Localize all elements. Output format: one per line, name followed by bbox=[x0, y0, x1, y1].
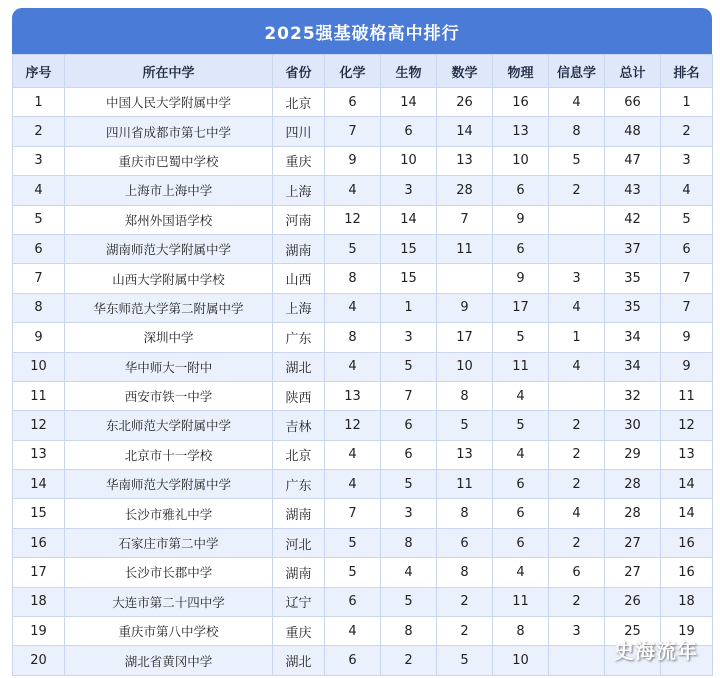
column-header: 省份 bbox=[273, 55, 325, 88]
table-cell: 6 bbox=[325, 88, 381, 117]
table-cell: 4 bbox=[549, 352, 605, 381]
table-cell: 32 bbox=[605, 381, 661, 410]
table-cell: 四川省成都市第七中学 bbox=[65, 117, 273, 146]
table-cell: 13 bbox=[493, 117, 549, 146]
table-cell: 上海市上海中学 bbox=[65, 176, 273, 205]
column-header: 所在中学 bbox=[65, 55, 273, 88]
table-cell: 28 bbox=[605, 470, 661, 499]
table-cell: 辽宁 bbox=[273, 587, 325, 616]
table-title: 2025强基破格高中排行 bbox=[12, 8, 712, 54]
table-cell: 北京市十一学校 bbox=[65, 440, 273, 469]
table-cell: 28 bbox=[437, 176, 493, 205]
table-cell: 14 bbox=[437, 117, 493, 146]
table-cell: 重庆市第八中学校 bbox=[65, 617, 273, 646]
table-cell: 5 bbox=[493, 411, 549, 440]
table-cell: 17 bbox=[437, 323, 493, 352]
table-cell: 6 bbox=[661, 234, 713, 263]
table-cell: 湖北 bbox=[273, 352, 325, 381]
table-cell: 7 bbox=[13, 264, 65, 293]
table-cell: 5 bbox=[661, 205, 713, 234]
table-cell: 3 bbox=[381, 499, 437, 528]
table-cell: 7 bbox=[325, 117, 381, 146]
table-cell: 广东 bbox=[273, 323, 325, 352]
table-cell: 35 bbox=[605, 264, 661, 293]
table-cell: 河南 bbox=[273, 205, 325, 234]
table-cell: 5 bbox=[437, 646, 493, 675]
table-cell: 13 bbox=[13, 440, 65, 469]
table-cell: 13 bbox=[661, 440, 713, 469]
table-cell: 湖南 bbox=[273, 499, 325, 528]
table-row bbox=[13, 499, 713, 528]
table-cell: 47 bbox=[605, 146, 661, 175]
table-cell: 16 bbox=[661, 528, 713, 557]
table-cell: 37 bbox=[605, 234, 661, 263]
column-header: 排名 bbox=[661, 55, 713, 88]
table-row bbox=[13, 234, 713, 263]
table-cell: 深圳中学 bbox=[65, 323, 273, 352]
column-header: 序号 bbox=[13, 55, 65, 88]
table-cell: 5 bbox=[325, 234, 381, 263]
table-cell: 13 bbox=[437, 440, 493, 469]
table-cell: 10 bbox=[381, 146, 437, 175]
table-cell: 8 bbox=[325, 323, 381, 352]
table-cell: 1 bbox=[549, 323, 605, 352]
table-cell: 北京 bbox=[273, 440, 325, 469]
table-cell bbox=[549, 234, 605, 263]
table-cell: 2 bbox=[381, 646, 437, 675]
table-cell: 11 bbox=[493, 587, 549, 616]
table-cell: 35 bbox=[605, 293, 661, 322]
column-header: 化学 bbox=[325, 55, 381, 88]
table-cell: 湖南 bbox=[273, 234, 325, 263]
table-cell: 6 bbox=[325, 587, 381, 616]
table-cell: 10 bbox=[493, 646, 549, 675]
table-cell: 北京 bbox=[273, 88, 325, 117]
table-cell bbox=[549, 646, 605, 675]
table-cell: 42 bbox=[605, 205, 661, 234]
table-cell: 6 bbox=[381, 411, 437, 440]
table-cell: 9 bbox=[325, 146, 381, 175]
table-cell: 34 bbox=[605, 323, 661, 352]
table-cell: 5 bbox=[381, 470, 437, 499]
table-cell: 山西 bbox=[273, 264, 325, 293]
table-cell: 6 bbox=[13, 234, 65, 263]
table-cell: 4 bbox=[325, 293, 381, 322]
column-header: 总计 bbox=[605, 55, 661, 88]
table-cell: 18 bbox=[661, 587, 713, 616]
table-cell: 上海 bbox=[273, 293, 325, 322]
table-cell: 4 bbox=[325, 440, 381, 469]
table-cell: 2 bbox=[549, 440, 605, 469]
table-cell: 8 bbox=[381, 528, 437, 557]
table-cell: 四川 bbox=[273, 117, 325, 146]
table-cell: 6 bbox=[493, 499, 549, 528]
table-cell: 4 bbox=[325, 176, 381, 205]
table-cell: 20 bbox=[13, 646, 65, 675]
table-cell: 2 bbox=[13, 117, 65, 146]
table-row bbox=[13, 352, 713, 381]
table-cell: 11 bbox=[493, 352, 549, 381]
table-cell: 1 bbox=[661, 88, 713, 117]
table-cell: 2 bbox=[549, 411, 605, 440]
table-row bbox=[13, 646, 713, 675]
table-cell: 2 bbox=[549, 176, 605, 205]
table-cell: 4 bbox=[381, 558, 437, 587]
table-cell: 郑州外国语学校 bbox=[65, 205, 273, 234]
table-cell: 5 bbox=[549, 146, 605, 175]
table-cell: 6 bbox=[493, 470, 549, 499]
table-cell: 15 bbox=[13, 499, 65, 528]
table-cell: 12 bbox=[661, 411, 713, 440]
table-cell: 4 bbox=[13, 176, 65, 205]
table-cell: 15 bbox=[381, 234, 437, 263]
table-row bbox=[13, 381, 713, 410]
table-cell: 7 bbox=[661, 264, 713, 293]
table-cell: 11 bbox=[437, 234, 493, 263]
table-cell: 8 bbox=[549, 117, 605, 146]
table-cell: 广东 bbox=[273, 470, 325, 499]
table-cell: 30 bbox=[605, 411, 661, 440]
table-cell: 34 bbox=[605, 352, 661, 381]
table-cell: 12 bbox=[325, 205, 381, 234]
table-cell: 43 bbox=[605, 176, 661, 205]
header-row bbox=[13, 55, 713, 88]
table-cell: 7 bbox=[661, 293, 713, 322]
table-cell: 河北 bbox=[273, 528, 325, 557]
table-cell: 26 bbox=[437, 88, 493, 117]
table-cell: 9 bbox=[661, 352, 713, 381]
table-cell: 5 bbox=[325, 558, 381, 587]
table-cell: 长沙市雅礼中学 bbox=[65, 499, 273, 528]
table-cell: 9 bbox=[493, 264, 549, 293]
table-row bbox=[13, 558, 713, 587]
table-cell: 5 bbox=[493, 323, 549, 352]
table-cell: 陕西 bbox=[273, 381, 325, 410]
table-cell: 长沙市长郡中学 bbox=[65, 558, 273, 587]
table-row bbox=[13, 617, 713, 646]
table-cell: 4 bbox=[325, 352, 381, 381]
table-cell: 11 bbox=[661, 381, 713, 410]
table-cell: 14 bbox=[661, 470, 713, 499]
table-cell bbox=[549, 381, 605, 410]
table-cell: 6 bbox=[493, 528, 549, 557]
column-header: 信息学 bbox=[549, 55, 605, 88]
table-cell: 18 bbox=[13, 587, 65, 616]
table-cell: 12 bbox=[325, 411, 381, 440]
table-cell: 27 bbox=[605, 528, 661, 557]
table-cell: 1 bbox=[13, 88, 65, 117]
table-cell: 3 bbox=[381, 176, 437, 205]
table-cell: 吉林 bbox=[273, 411, 325, 440]
table-row bbox=[13, 146, 713, 175]
table-row bbox=[13, 587, 713, 616]
table-cell: 28 bbox=[605, 499, 661, 528]
table-cell: 湖南 bbox=[273, 558, 325, 587]
table-cell: 1 bbox=[381, 293, 437, 322]
table-cell: 华中师大一附中 bbox=[65, 352, 273, 381]
table-cell: 湖南师范大学附属中学 bbox=[65, 234, 273, 263]
table-row bbox=[13, 117, 713, 146]
column-header: 数学 bbox=[437, 55, 493, 88]
table-cell: 华东师范大学第二附属中学 bbox=[65, 293, 273, 322]
table-cell: 3 bbox=[13, 146, 65, 175]
table-cell: 16 bbox=[661, 558, 713, 587]
table-cell: 66 bbox=[605, 88, 661, 117]
table-cell: 上海 bbox=[273, 176, 325, 205]
table-cell: 2 bbox=[549, 470, 605, 499]
table-cell: 10 bbox=[437, 352, 493, 381]
table-cell: 2 bbox=[437, 617, 493, 646]
table-cell: 4 bbox=[661, 176, 713, 205]
ranking-table bbox=[12, 54, 713, 676]
table-cell: 山西大学附属中学校 bbox=[65, 264, 273, 293]
table-cell: 12 bbox=[13, 411, 65, 440]
table-cell: 17 bbox=[493, 293, 549, 322]
table-cell: 15 bbox=[381, 264, 437, 293]
table-cell: 湖北 bbox=[273, 646, 325, 675]
table-row bbox=[13, 264, 713, 293]
table-cell: 9 bbox=[493, 205, 549, 234]
table-cell: 14 bbox=[13, 470, 65, 499]
table-cell: 4 bbox=[325, 617, 381, 646]
table-cell: 10 bbox=[13, 352, 65, 381]
table-cell: 11 bbox=[437, 470, 493, 499]
table-cell: 中国人民大学附属中学 bbox=[65, 88, 273, 117]
table-cell: 3 bbox=[549, 264, 605, 293]
table-cell: 8 bbox=[381, 617, 437, 646]
table-cell: 6 bbox=[549, 558, 605, 587]
table-row bbox=[13, 205, 713, 234]
table-cell: 6 bbox=[437, 528, 493, 557]
table-cell: 6 bbox=[381, 117, 437, 146]
table-cell: 8 bbox=[437, 381, 493, 410]
table-cell: 9 bbox=[437, 293, 493, 322]
table-cell: 4 bbox=[549, 293, 605, 322]
table-row bbox=[13, 440, 713, 469]
table-cell: 26 bbox=[605, 587, 661, 616]
ranking-table-card bbox=[12, 8, 712, 678]
table-cell: 4 bbox=[493, 381, 549, 410]
table-cell: 10 bbox=[493, 146, 549, 175]
table-cell bbox=[437, 264, 493, 293]
table-cell: 东北师范大学附属中学 bbox=[65, 411, 273, 440]
table-body bbox=[13, 88, 713, 676]
table-cell: 5 bbox=[381, 587, 437, 616]
table-cell: 11 bbox=[13, 381, 65, 410]
table-cell: 湖北省黄冈中学 bbox=[65, 646, 273, 675]
table-cell: 8 bbox=[325, 264, 381, 293]
table-cell: 5 bbox=[13, 205, 65, 234]
table-cell: 4 bbox=[549, 499, 605, 528]
table-cell: 6 bbox=[325, 646, 381, 675]
table-cell: 6 bbox=[493, 176, 549, 205]
table-cell: 3 bbox=[661, 146, 713, 175]
table-cell: 重庆 bbox=[273, 617, 325, 646]
table-cell: 华南师范大学附属中学 bbox=[65, 470, 273, 499]
table-cell: 3 bbox=[381, 323, 437, 352]
table-cell: 17 bbox=[13, 558, 65, 587]
table-row bbox=[13, 470, 713, 499]
table-cell: 6 bbox=[381, 440, 437, 469]
table-cell: 8 bbox=[493, 617, 549, 646]
table-cell: 6 bbox=[493, 234, 549, 263]
table-row bbox=[13, 176, 713, 205]
table-cell: 大连市第二十四中学 bbox=[65, 587, 273, 616]
table-cell: 7 bbox=[437, 205, 493, 234]
table-cell: 13 bbox=[437, 146, 493, 175]
table-cell: 16 bbox=[13, 528, 65, 557]
table-cell: 3 bbox=[549, 617, 605, 646]
table-cell: 14 bbox=[381, 205, 437, 234]
table-cell: 25 bbox=[605, 617, 661, 646]
table-cell: 19 bbox=[13, 617, 65, 646]
table-cell: 27 bbox=[605, 558, 661, 587]
table-cell: 重庆 bbox=[273, 146, 325, 175]
table-cell bbox=[549, 205, 605, 234]
watermark: 史海流年 bbox=[614, 639, 698, 663]
table-row bbox=[13, 528, 713, 557]
table-cell: 9 bbox=[661, 323, 713, 352]
table-cell: 2 bbox=[549, 587, 605, 616]
table-cell: 7 bbox=[325, 499, 381, 528]
table-cell: 2 bbox=[661, 117, 713, 146]
table-cell: 8 bbox=[13, 293, 65, 322]
table-cell: 4 bbox=[493, 440, 549, 469]
table-cell: 8 bbox=[437, 558, 493, 587]
table-row bbox=[13, 411, 713, 440]
table-cell: 19 bbox=[661, 617, 713, 646]
table-row bbox=[13, 88, 713, 117]
table-cell: 5 bbox=[325, 528, 381, 557]
table-cell: 5 bbox=[437, 411, 493, 440]
table-cell: 13 bbox=[325, 381, 381, 410]
table-cell: 14 bbox=[381, 88, 437, 117]
table-cell: 2 bbox=[549, 528, 605, 557]
table-cell: 16 bbox=[493, 88, 549, 117]
table-row bbox=[13, 323, 713, 352]
table-cell: 7 bbox=[381, 381, 437, 410]
table-cell: 29 bbox=[605, 440, 661, 469]
column-header: 物理 bbox=[493, 55, 549, 88]
table-cell: 4 bbox=[325, 470, 381, 499]
table-cell: 4 bbox=[549, 88, 605, 117]
table-row bbox=[13, 293, 713, 322]
table-cell: 西安市铁一中学 bbox=[65, 381, 273, 410]
table-cell: 重庆市巴蜀中学校 bbox=[65, 146, 273, 175]
table-cell: 48 bbox=[605, 117, 661, 146]
table-cell: 8 bbox=[437, 499, 493, 528]
table-cell: 石家庄市第二中学 bbox=[65, 528, 273, 557]
table-cell: 5 bbox=[381, 352, 437, 381]
table-cell: 2 bbox=[437, 587, 493, 616]
table-cell: 9 bbox=[13, 323, 65, 352]
column-header: 生物 bbox=[381, 55, 437, 88]
table-cell: 4 bbox=[493, 558, 549, 587]
table-cell: 14 bbox=[661, 499, 713, 528]
